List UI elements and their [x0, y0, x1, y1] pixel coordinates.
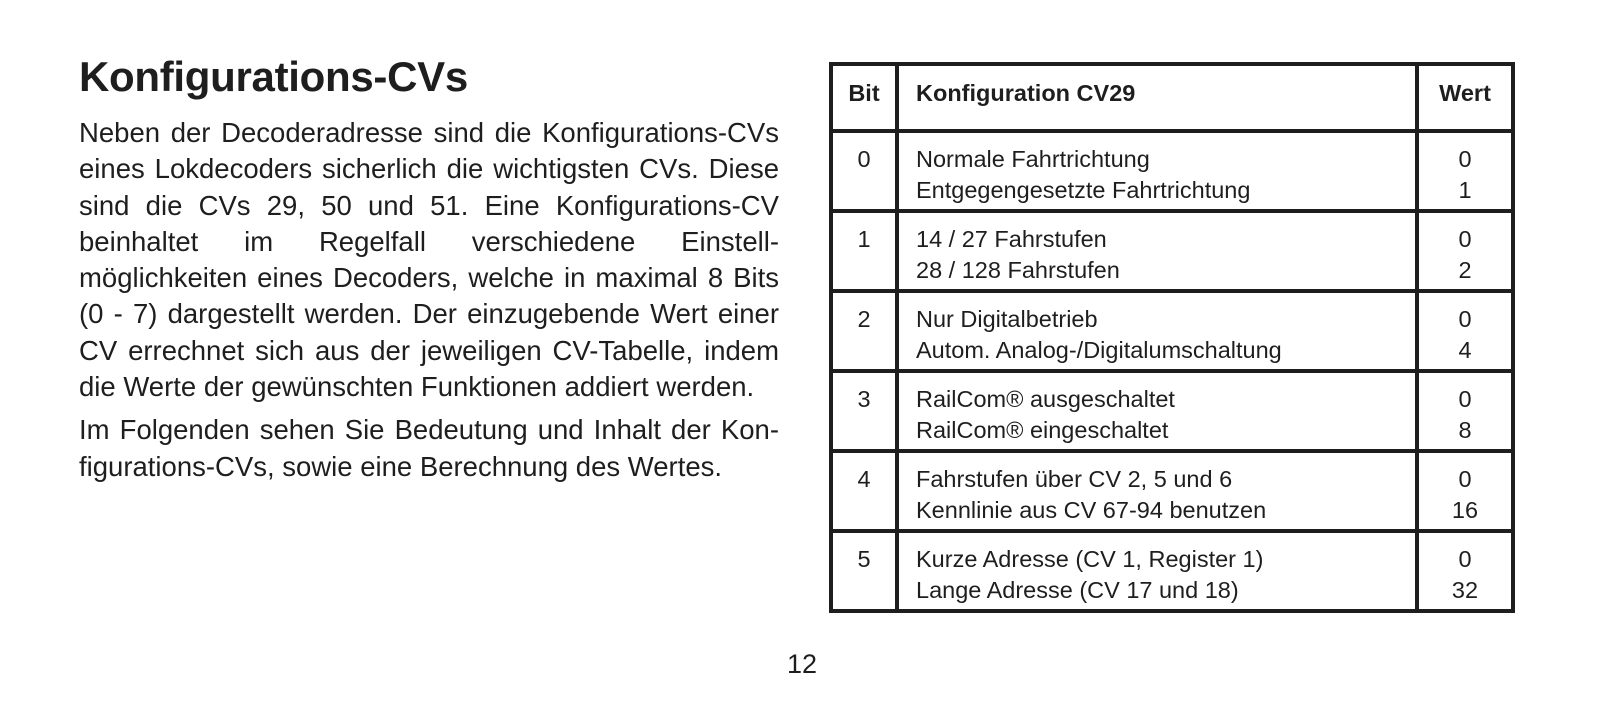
table-row: [831, 531, 1513, 611]
option-value: 0: [1458, 386, 1472, 412]
description-cell: [897, 371, 1417, 451]
option-label: RailCom® ausgeschaltet: [916, 386, 1175, 412]
value-cell: [1417, 291, 1513, 371]
bit-cell: 3: [831, 371, 897, 451]
header-bit: Bit: [831, 64, 897, 131]
option-value: 8: [1458, 417, 1472, 443]
bit-cell: 0: [831, 131, 897, 211]
description-cell: [897, 451, 1417, 531]
table-row: [831, 211, 1513, 291]
table-row: [831, 131, 1513, 211]
table-row: [831, 371, 1513, 451]
option-value: 0: [1458, 226, 1472, 252]
value-cell: [1417, 211, 1513, 291]
option-value: 4: [1458, 337, 1472, 363]
option-label: Fahrstufen über CV 2, 5 und 6: [916, 466, 1233, 492]
description-cell: [897, 531, 1417, 611]
value-cell: [1417, 531, 1513, 611]
option-label: 28 / 128 Fahrstufen: [916, 257, 1120, 283]
option-label: Entgegengesetzte Fahrtrichtung: [916, 177, 1251, 203]
option-label: Nur Digitalbetrieb: [916, 306, 1098, 332]
option-label: Normale Fahrtrichtung: [916, 146, 1150, 172]
option-label: Kurze Adresse (CV 1, Register 1): [916, 546, 1264, 572]
table-row: [831, 291, 1513, 371]
option-value: 16: [1451, 497, 1479, 523]
page-number: 12: [786, 649, 818, 679]
value-cell: [1417, 131, 1513, 211]
option-label: Lange Adresse (CV 17 und 18): [916, 577, 1239, 603]
option-value: 1: [1458, 177, 1472, 203]
option-label: Autom. Analog-/Digitalumschaltung: [916, 337, 1282, 363]
option-value: 32: [1451, 577, 1479, 603]
header-config: Konfiguration CV29: [897, 64, 1417, 131]
bit-cell: 1: [831, 211, 897, 291]
option-value: 0: [1458, 306, 1472, 332]
cv29-config-table: [829, 62, 1515, 613]
description-cell: [897, 291, 1417, 371]
option-value: 0: [1458, 466, 1472, 492]
option-value: 2: [1458, 257, 1472, 283]
following-paragraph: Im Folgenden sehen Sie Bedeutung und Inhalt der Konfigurations-CVs, sowie eine Berechnung des Wertes.: [79, 414, 779, 482]
text-column: [79, 52, 779, 485]
page-title: Konfigurations-CVs: [79, 53, 468, 100]
header-value: Wert: [1417, 64, 1513, 131]
bit-cell: 5: [831, 531, 897, 611]
option-value: 0: [1458, 146, 1472, 172]
description-cell: [897, 131, 1417, 211]
bit-cell: 2: [831, 291, 897, 371]
option-label: RailCom® eingeschaltet: [916, 417, 1169, 443]
value-cell: [1417, 371, 1513, 451]
description-cell: [897, 211, 1417, 291]
cv29-table-container: [829, 62, 1515, 613]
option-value: 0: [1458, 546, 1472, 572]
table-header-row: [831, 64, 1513, 131]
bit-cell: 4: [831, 451, 897, 531]
intro-paragraph: Neben der Decoderadresse sind die Konfigurations-CVs eines Lokdecoders sicherlich die wichtigsten CVs. Diese sind die CVs 29, 50 und 51. Eine Konfigurations-CV beinhaltet im Regelfall verschiedene Einstellmöglichkeiten eines Decoders, welche in maximal 8 Bits (0 - 7) dargestellt werden. Der einzugebende Wert einer CV errechnet sich aus der jeweiligen CV-Tabelle, indem die Werte der gewünschten Funktionen addiert werden.: [79, 117, 779, 403]
option-label: Kennlinie aus CV 67-94 benutzen: [916, 497, 1267, 523]
value-cell: [1417, 451, 1513, 531]
option-label: 14 / 27 Fahrstufen: [916, 226, 1107, 252]
table-row: [831, 451, 1513, 531]
